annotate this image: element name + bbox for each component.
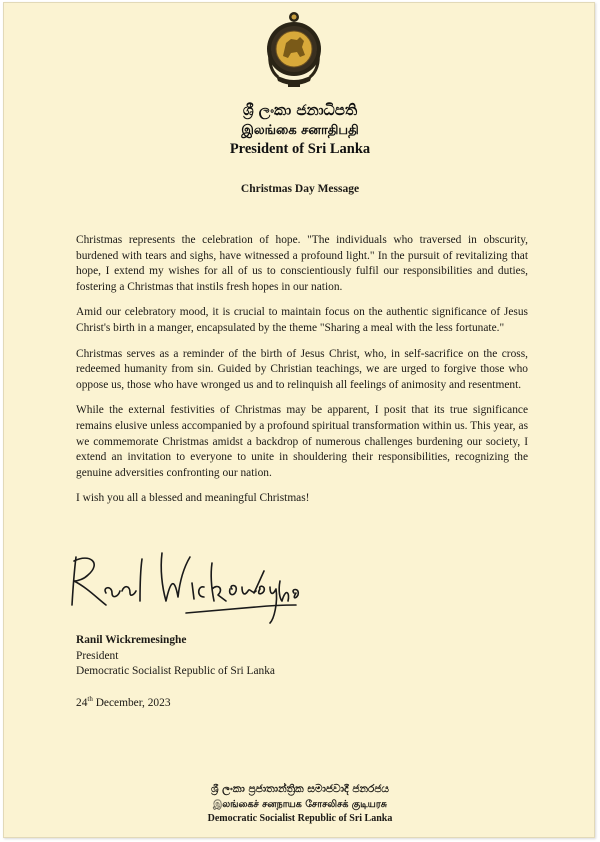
paragraph-4: While the external festivities of Christmas may be apparent, I posit that its true significance remains elusive unless accompanied by a profound spiritual transformation within us. This year, as we commemorate Christmas amidst a backdrop of numerous challenges burdening our society, I extend an invitation to everyone to unite in shouldering their responsibilities, recognizing the genuine adversities confronting our nation.: [76, 404, 528, 479]
letter-page: [3, 2, 595, 838]
header-title-sinhala: ශ්‍රී ලංකා ජනාධිපති: [242, 101, 358, 119]
paragraph-5: I wish you all a blessed and meaningful Christmas!: [76, 492, 310, 505]
signer-title: President: [76, 649, 119, 662]
letter-body: [76, 233, 528, 517]
sri-lanka-national-emblem-icon: [264, 11, 324, 91]
footer-sinhala: ශ්‍රී ලංකා ප්‍රජාතාන්ත්‍රික සමාජවාදී ජනරජය: [211, 783, 389, 795]
signer-block: [76, 633, 275, 680]
date-rest: December, 2023: [92, 696, 171, 709]
header-title-english: President of Sri Lanka: [229, 141, 371, 157]
signer-organization: Democratic Socialist Republic of Sri Lanka: [76, 665, 275, 677]
letter-subject: Christmas Day Message: [240, 183, 360, 195]
date-suffix: th: [87, 695, 93, 703]
paragraph-3: Christmas serves as a reminder of the birth of Jesus Christ, who, in self-sacrifice on the cross, redeemed humanity from sin. Guided by Christian teachings, we are urged to forgive those who oppose us, those who have wronged us and to relinquish all feelings of animosity and resentment.: [76, 347, 528, 391]
footer-english: Democratic Socialist Republic of Sri Lanka: [207, 813, 393, 824]
letter-date: [76, 695, 171, 709]
paragraph-2: Amid our celebratory mood, it is crucial to maintain focus on the authentic significance of Jesus Christ's birth in a manger, encapsulated by the theme "Sharing a meal with the less fortunate.": [76, 306, 528, 334]
footer-tamil: இலங்கைச் சனநாயக சோசலிசக் குடியரசு: [213, 799, 387, 810]
handwritten-signature: [66, 543, 306, 631]
header-title-tamil: இலங்கை சனாதிபதி: [241, 123, 359, 138]
paragraph-1: Christmas represents the celebration of hope. "The individuals who traversed in obscurity, burdened with tears and sighs, have witnessed a profound light." In the pursuit of revitalizing that hope, I extend my wishes for all of us to conscientiously fulfil our responsibilities and duties, fostering a Christmas that instils fresh hopes in our nation.: [76, 234, 528, 293]
date-day: 24: [76, 696, 88, 709]
signer-name: Ranil Wickremesinghe: [76, 634, 187, 646]
